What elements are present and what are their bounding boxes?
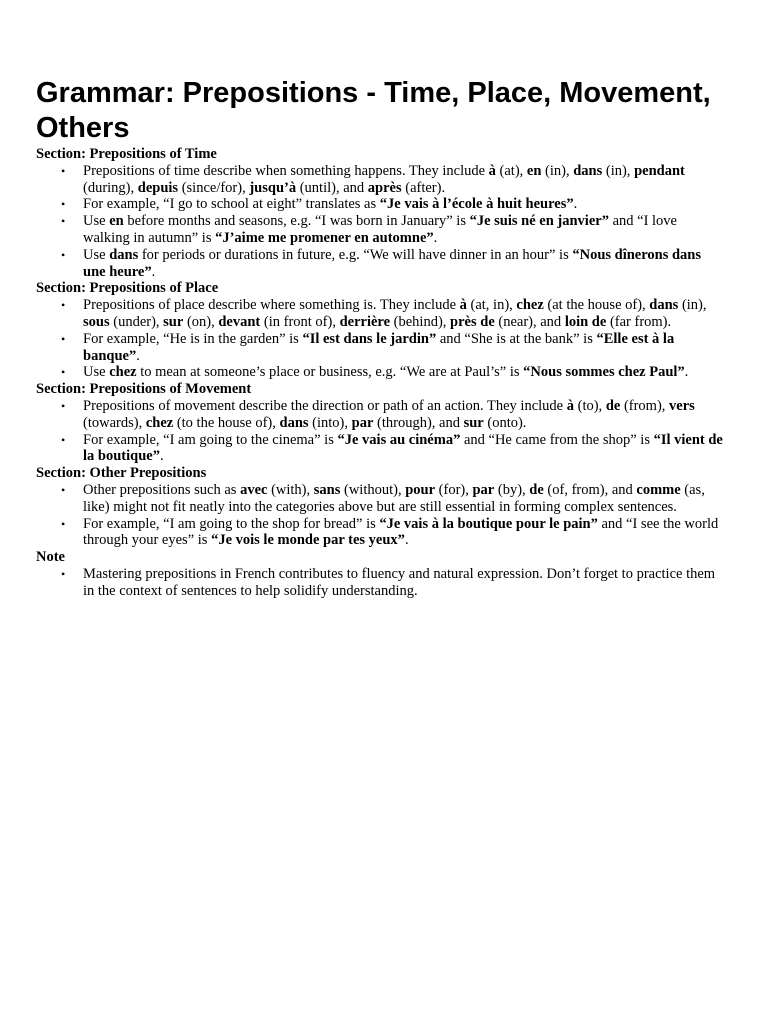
text-run: Use bbox=[83, 213, 110, 230]
section-heading: Section: Prepositions of Time bbox=[36, 146, 217, 162]
list-item bbox=[61, 515, 726, 550]
bold-text: “Il vient de la boutique” bbox=[83, 431, 723, 465]
text-run: Other prepositions such as bbox=[83, 481, 241, 498]
bold-text: par bbox=[472, 481, 495, 498]
list-item bbox=[61, 364, 726, 381]
list-item bbox=[61, 330, 726, 365]
bullet-icon: • bbox=[61, 432, 66, 447]
bold-text: à bbox=[566, 397, 574, 414]
text-run: (far from). bbox=[606, 313, 672, 330]
text-run: (at the house of), bbox=[543, 297, 650, 314]
bold-text: près de bbox=[450, 313, 495, 330]
document-body bbox=[36, 146, 726, 600]
text-run: (during), bbox=[83, 179, 138, 196]
bullet-icon: • bbox=[61, 365, 66, 380]
text-run: (near), and bbox=[494, 313, 565, 330]
bold-text: chez bbox=[145, 414, 174, 431]
text-run: . bbox=[159, 448, 164, 465]
bullet-icon: • bbox=[61, 197, 66, 212]
bold-text: “Nous sommes chez Paul” bbox=[523, 364, 685, 381]
text-run: (behind), bbox=[390, 313, 451, 330]
section-heading: Note bbox=[36, 549, 65, 566]
text-run: (after). bbox=[401, 179, 446, 196]
text-run: (for), bbox=[435, 481, 473, 498]
text-run: (at), bbox=[495, 162, 527, 179]
section bbox=[36, 381, 726, 465]
text-run: (in), bbox=[602, 162, 635, 179]
bullet-icon: • bbox=[61, 482, 66, 497]
text-run: (with), bbox=[267, 481, 314, 498]
text-run: (onto). bbox=[483, 414, 527, 431]
bullet-icon: • bbox=[61, 398, 66, 413]
text-run: Use bbox=[83, 364, 110, 381]
bold-text: “Nous dînerons dans une heure” bbox=[83, 246, 702, 280]
text-run: (on), bbox=[183, 313, 219, 330]
text-run: (at, in), bbox=[466, 297, 517, 314]
bold-text: de bbox=[529, 481, 544, 498]
text-run: (by), bbox=[494, 481, 530, 498]
bold-text: sous bbox=[83, 313, 110, 330]
text-run: For example, “I go to school at eight” translates as bbox=[83, 196, 380, 213]
text-run: . bbox=[136, 347, 140, 364]
text-run: (without), bbox=[340, 481, 406, 498]
section bbox=[36, 549, 726, 599]
text-run: (from), bbox=[620, 397, 670, 414]
list-item bbox=[61, 196, 726, 213]
text-run: . bbox=[404, 532, 409, 549]
bold-text: “Elle est à la banque” bbox=[83, 330, 675, 364]
document-title: Grammar: Prepositions - Time, Place, Movement, Others bbox=[36, 77, 711, 144]
list-item bbox=[61, 565, 726, 600]
text-run: (under), bbox=[109, 313, 164, 330]
bold-text: comme bbox=[636, 481, 681, 498]
bold-text: dans bbox=[109, 246, 139, 263]
text-run: (since/for), bbox=[178, 179, 250, 196]
text-run: and “I love walking in autumn” is bbox=[83, 213, 677, 246]
bold-text: sans bbox=[313, 481, 341, 498]
bullet-list bbox=[36, 398, 726, 465]
bold-text: en bbox=[109, 213, 124, 230]
bold-text: derrière bbox=[339, 313, 391, 330]
text-run: For example, “I am going to the shop for bread” is bbox=[83, 515, 380, 532]
bullet-list bbox=[36, 297, 726, 381]
section bbox=[36, 146, 726, 280]
text-run: For example, “I am going to the cinema” is bbox=[83, 431, 338, 448]
bold-text: “Je vois le monde par tes yeux” bbox=[211, 532, 405, 549]
bold-text: sur bbox=[463, 414, 484, 431]
bold-text: de bbox=[605, 397, 621, 414]
bold-text: dans bbox=[573, 162, 603, 179]
bullet-icon: • bbox=[61, 247, 66, 262]
text-run: and “She is at the bank” is bbox=[436, 330, 597, 347]
bullet-icon: • bbox=[61, 298, 66, 313]
text-run: (in), bbox=[541, 162, 574, 179]
bold-text: à bbox=[488, 162, 496, 179]
bullet-icon: • bbox=[61, 214, 66, 229]
section bbox=[36, 465, 726, 549]
text-run: Mastering prepositions in French contributes to fluency and natural expression. Don’t forget to practice them in the context of sentences to help solidify understanding. bbox=[83, 565, 716, 599]
text-run: Use bbox=[83, 246, 110, 263]
list-item bbox=[61, 213, 726, 247]
bold-text: chez bbox=[109, 364, 137, 381]
bold-text: avec bbox=[240, 481, 268, 498]
bold-text: devant bbox=[218, 313, 261, 330]
bold-text: “Je vais à l’école à huit heures” bbox=[379, 196, 574, 213]
bold-text: sur bbox=[163, 313, 184, 330]
text-run: . bbox=[573, 196, 578, 213]
text-run: (to the house of), bbox=[173, 414, 280, 431]
text-run: Prepositions of place describe where something is. They include bbox=[83, 297, 460, 314]
bold-text: “Je vais au cinéma” bbox=[337, 431, 461, 448]
text-run: to mean at someone’s place or business, e.g. “We are at Paul’s” is bbox=[136, 364, 524, 381]
text-run: before months and seasons, e.g. “I was born in January” is bbox=[123, 213, 470, 230]
bold-text: dans bbox=[279, 414, 309, 431]
bullet-icon: • bbox=[61, 566, 66, 581]
text-run: (towards), bbox=[83, 414, 146, 431]
text-run: . bbox=[151, 263, 156, 280]
bullet-icon: • bbox=[61, 516, 66, 531]
bold-text: par bbox=[351, 414, 374, 431]
bold-text: vers bbox=[669, 397, 695, 414]
bold-text: dans bbox=[649, 297, 679, 314]
text-run: (through), and bbox=[373, 414, 464, 431]
text-run: and “I see the world through your eyes” is bbox=[83, 515, 719, 549]
bullet-list bbox=[36, 163, 726, 281]
bullet-list bbox=[36, 482, 726, 549]
text-run: For example, “He is in the garden” is bbox=[83, 330, 303, 347]
list-item bbox=[61, 397, 726, 432]
bold-text: pour bbox=[405, 481, 436, 498]
list-item bbox=[61, 297, 726, 331]
document-page bbox=[36, 76, 726, 600]
section-heading: Section: Prepositions of Place bbox=[36, 280, 219, 297]
bullet-icon: • bbox=[61, 331, 66, 346]
list-item bbox=[61, 431, 726, 466]
text-run: . bbox=[433, 229, 438, 246]
text-run: . bbox=[684, 364, 689, 381]
text-run: (into), bbox=[308, 414, 352, 431]
bullet-icon: • bbox=[61, 163, 66, 178]
text-run: Prepositions of time describe when something happens. They include bbox=[83, 162, 489, 179]
list-item bbox=[61, 246, 726, 281]
text-run: (as, like) might not fit neatly into the categories above but are still essential in forming complex sentences. bbox=[83, 481, 705, 515]
bold-text: depuis bbox=[137, 179, 179, 196]
bold-text: pendant bbox=[634, 162, 685, 179]
text-run: and “He came from the shop” is bbox=[460, 431, 654, 448]
bold-text: “J’aime me promener en automne” bbox=[215, 229, 434, 246]
list-item bbox=[61, 162, 726, 197]
text-run: (in front of), bbox=[260, 313, 340, 330]
text-run: (in), bbox=[678, 297, 707, 314]
list-item bbox=[61, 481, 726, 516]
bold-text: “Je vais à la boutique pour le pain” bbox=[379, 515, 598, 532]
text-run: for periods or durations in future, e.g. “We will have dinner in an hour” is bbox=[138, 246, 573, 263]
bold-text: après bbox=[367, 179, 402, 196]
bold-text: loin de bbox=[564, 313, 607, 330]
text-run: (to), bbox=[574, 397, 606, 414]
text-run: (until), and bbox=[296, 179, 368, 196]
bold-text: en bbox=[526, 162, 542, 179]
section bbox=[36, 280, 726, 381]
bullet-list bbox=[36, 566, 726, 600]
bold-text: jusqu’à bbox=[249, 179, 297, 196]
bold-text: “Je suis né en janvier” bbox=[469, 213, 609, 230]
bold-text: à bbox=[459, 297, 467, 314]
section-heading: Section: Other Prepositions bbox=[36, 465, 207, 482]
text-run: (of, from), and bbox=[543, 481, 637, 498]
text-run: Prepositions of movement describe the direction or path of an action. They include bbox=[83, 397, 567, 414]
bold-text: chez bbox=[516, 297, 544, 314]
section-heading: Section: Prepositions of Movement bbox=[36, 381, 252, 398]
bold-text: “Il est dans le jardin” bbox=[302, 330, 437, 347]
